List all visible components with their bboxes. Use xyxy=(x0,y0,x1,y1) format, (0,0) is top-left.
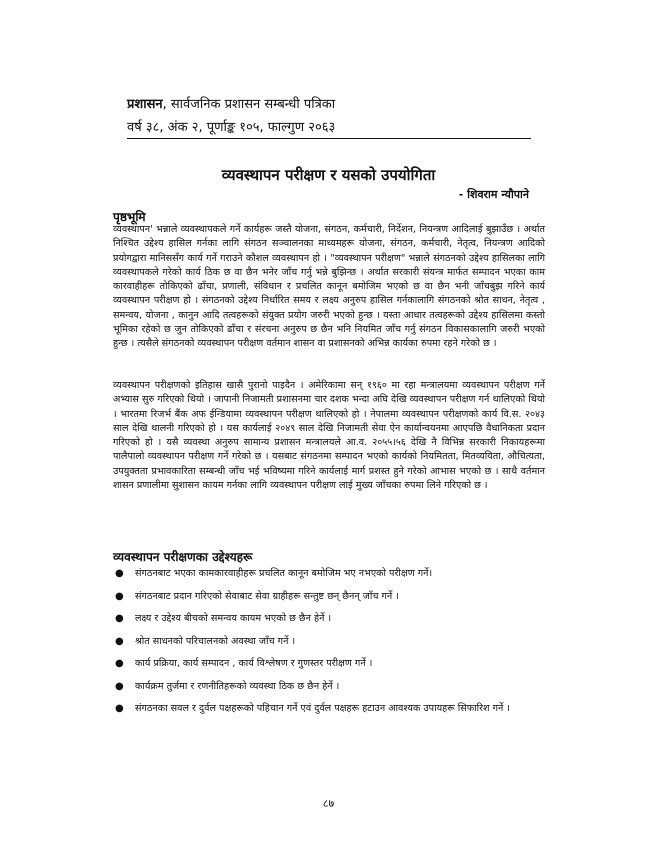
list-item-text: कार्य प्रक्रिया, कार्य सम्पादन , कार्य विश्लेषण र गुणस्तर परीक्षण गर्ने । xyxy=(135,658,373,669)
list-item xyxy=(113,702,545,716)
list-item-text: संगठनबाट भएका कामकारवाहीहरू प्रचलित कानून बमोजिम भए नभएको परीक्षण गर्ने। xyxy=(135,568,433,579)
article-author: - शिवराम न्यौपाने xyxy=(458,188,529,201)
bullet-icon: ● xyxy=(115,613,124,624)
list-item xyxy=(113,590,545,604)
bullet-icon: ● xyxy=(115,703,124,714)
journal-header xyxy=(127,96,527,137)
journal-name: प्रशासन xyxy=(127,97,163,112)
header-divider xyxy=(127,138,531,139)
section-heading-objectives: व्यवस्थापन परीक्षणका उद्देश्यहरू xyxy=(113,550,253,564)
journal-name-line xyxy=(127,96,527,114)
list-item xyxy=(113,567,545,581)
bullet-icon: ● xyxy=(115,568,124,579)
page-number: ८७ xyxy=(322,797,335,810)
objectives-list xyxy=(113,567,545,725)
paragraph: व्यवस्थापन' भन्नाले व्यवस्थापकले गर्ने कार्यहरू जस्तै योजना, संगठन, कर्मचारी, निर्देशन, नियन्त्रण आदिलाई बुझाउँछ । अर्थात निश्चित उद्देश्य हासिल गर्नका लागि संगठन सञ्चालनका माध्यमहरू योजना, संगठन, कर्मचारी, नेतृत्व, नियन्त्रण आदिको प्रयोगद्वारा मानिससँग कार्य गर्ने गराउने कौशल व्यवस्थापन हो । "व्यवस्थापन परीक्षण" भन्नाले संगठनको उद्देश्य हासिलका लागि व्यवस्थापकले गरेको कार्य ठिक छ वा छैन भनेर जाँच गर्नु भन्ने बुझिन्छ । अर्थात सरकारी संयन्त्र मार्फत सम्पादन भएका काम कारवाहीहरू तोकिएको ढाँचा, प्रणाली, संविधान र प्रचलित कानून बमोजिम भएको छ वा छैन भनी जाँचबुझ गरिने कार्य व्यवस्थापन परीक्षण हो । संगठनको उद्देश्य निर्धारित समय र लक्ष्य अनुरुप हासिल गर्नकालागि संगठनको श्रोत साधन, नेतृत्व , समन्वय, योजना , कानुन आदि तत्वहरूको संयुक्त प्रयोग जरुरी भएको हुन्छ । यस्ता आधार तत्वहरूको उद्देश्य हासिलमा कस्तो भूमिका रहेको छ जुन तोकिएको ढाँचा र संरचना अनुरुप छ छैन भनि नियमित जाँच गर्नु संगठन विकासकालागि जरुरी भएको हुन्छ । त्यसैले संगठनको व्यवस्थापन परीक्षण वर्तमान शासन वा प्रशासनको अभिन्न कार्यका रुपमा रहने गरेको छ । xyxy=(113,224,545,350)
bullet-icon: ● xyxy=(115,635,124,647)
journal-issue: वर्ष ३८, अंक २, पूर्णाङ्क १०५, फाल्गुण २०६३ xyxy=(127,120,336,135)
list-item xyxy=(113,657,545,671)
list-item xyxy=(113,680,545,694)
list-item-text: संगठनबाट प्रदान गरिएको सेवाबाट सेवा ग्राहीहरू सन्तुष्ट छन् छैनन् जाँच गर्ने । xyxy=(135,590,399,602)
paragraph: व्यवस्थापन परीक्षणको इतिहास खासै पुरानो पाइदैन । अमेरिकामा सन् १९६० मा रहा मन्त्रालयमा व्यवस्थापन परीक्षण गर्ने अभ्यास सुरु गरिएको थियो । जापानी निजामती प्रशासनमा चार दशक भन्दा अघि देखि व्यवस्थापन परीक्षण गर्न थालिएको थियो । भारतमा रिजर्भ बैंक अफ ईन्डियामा व्यवस्थापन परीक्षण थालिएको हो । नेपालमा व्यवस्थापन परीक्षणको कार्य वि.स. २०४३ साल देखि थालनी गरिएको हो । यस कार्यलाई २०४९ साल देखि निजामती सेवा ऐन कार्यान्वयनमा आएपछि वैधानिकता प्रदान गरिएको हो । यसै व्यवस्था अनुरुप सामान्य प्रशासन मन्त्रालयले आ.व. २०५५।५६ देखि नै विभिन्न सरकारी निकायहरूमा पालैपालो व्यवस्थापन परीक्षण गर्ने गरेको छ । यसबाट संगठनमा सम्पादन भएको कार्यको नियमितता, मितव्ययिता, औचित्यता, उपयुक्तता प्रभावकारिता सम्बन्धी जाँच भई भविष्यमा गरिने कार्यलाई मार्ग प्रशस्त हुने गरेको आभास भएको छ । साथै वर्तमान शासन प्रणालीमा सुशासन कायम गर्नका लागि व्यवस्थापन परीक्षण लाई मुख्य जाँचका रुपमा लिने गरिएको छ । xyxy=(113,380,545,492)
bullet-icon: ● xyxy=(115,590,124,602)
list-item-text: कार्यक्रम तुर्जमा र रणनीतिहरूको व्यवस्था ठिक छ छैन हेर्ने । xyxy=(135,680,340,692)
bullet-icon: ● xyxy=(115,658,124,669)
list-item-text: लक्ष्य र उद्देश्य बीचको समन्वय कायम भएको छ छैन हेर्ने । xyxy=(135,613,332,624)
list-item xyxy=(113,635,545,649)
journal-subtitle: , सार्वजनिक प्रशासन सम्बन्धी पत्रिका xyxy=(162,97,336,112)
list-item-text: श्रोत साधनको परिचालनको अवस्था जाँच गर्ने । xyxy=(135,635,296,647)
section-heading-background: पृष्ठभूमि xyxy=(113,210,146,224)
bullet-icon: ● xyxy=(115,680,124,692)
list-item xyxy=(113,612,545,626)
article-title: व्यवस्थापन परीक्षण र यसको उपयोगिता xyxy=(221,166,436,184)
list-item-text: संगठनका सवल र दुर्वल पक्षहरूको पहिचान गर्ने एवं दुर्वल पक्षहरू हटाउन आवश्यक उपायहरू सिफारिश गर्ने । xyxy=(135,703,510,714)
